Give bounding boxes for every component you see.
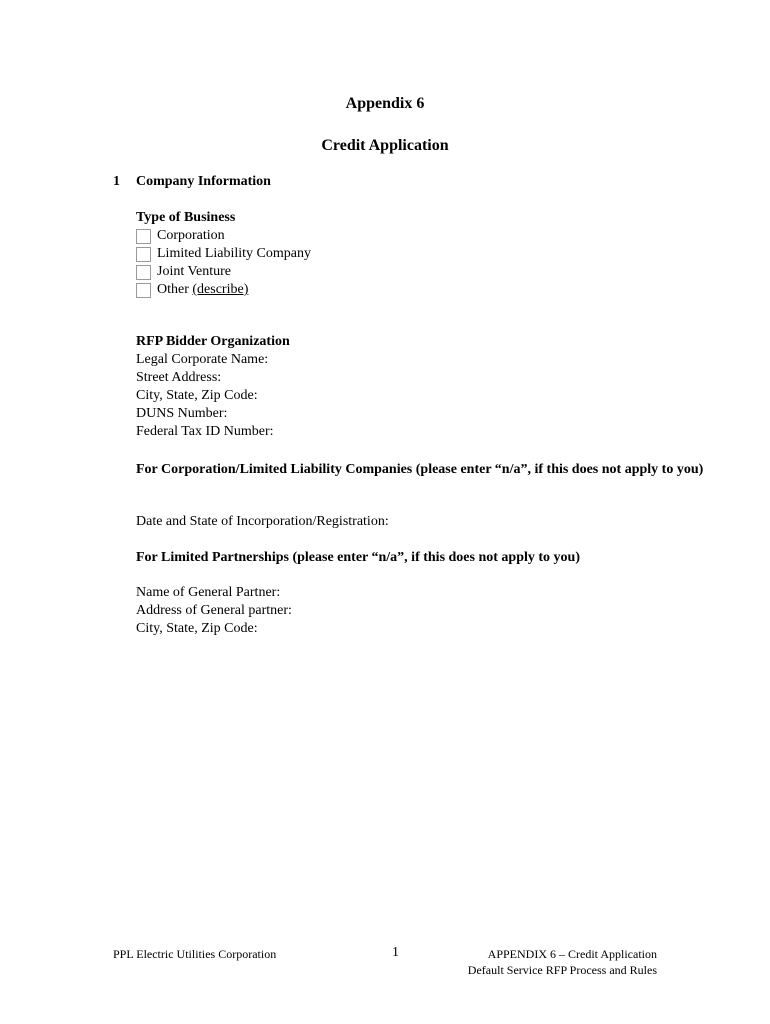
other-checkbox[interactable] xyxy=(136,283,151,298)
joint-venture-checkbox[interactable] xyxy=(136,265,151,280)
other-label: Other xyxy=(157,282,189,297)
general-partner-address-label: Address of General partner: xyxy=(136,603,292,618)
option-llc[interactable] xyxy=(136,245,311,263)
option-other[interactable] xyxy=(136,281,248,299)
corporation-checkbox[interactable] xyxy=(136,229,151,244)
street-address-label: Street Address: xyxy=(136,370,222,385)
footer-company: PPL Electric Utilities Corporation xyxy=(113,947,277,961)
page-title: Credit Application xyxy=(321,137,449,154)
incorporation-date-label: Date and State of Incorporation/Registration: xyxy=(136,514,389,529)
page-number: 1 xyxy=(392,945,399,960)
option-corporation[interactable] xyxy=(136,227,225,245)
bidder-heading: RFP Bidder Organization xyxy=(136,334,290,349)
general-partner-name-label: Name of General Partner: xyxy=(136,585,281,600)
footer-document-title: Default Service RFP Process and Rules xyxy=(467,963,657,977)
corporation-heading: For Corporation/Limited Liability Companies (please enter “n/a”, if this does not apply to you) xyxy=(136,462,704,477)
partner-city-state-zip-label: City, State, Zip Code: xyxy=(136,621,258,636)
legal-name-label: Legal Corporate Name: xyxy=(136,352,269,367)
appendix-heading: Appendix 6 xyxy=(345,95,425,112)
footer-appendix-title: APPENDIX 6 – Credit Application xyxy=(487,947,657,961)
option-label: Limited Liability Company xyxy=(157,246,311,261)
option-label xyxy=(157,282,248,298)
duns-number-label: DUNS Number: xyxy=(136,406,228,421)
city-state-zip-label: City, State, Zip Code: xyxy=(136,388,258,403)
llc-checkbox[interactable] xyxy=(136,247,151,262)
describe-link: (describe) xyxy=(192,282,249,297)
option-label: Joint Venture xyxy=(157,264,232,279)
section-number: 1 xyxy=(113,174,120,189)
tax-id-label: Federal Tax ID Number: xyxy=(136,424,274,439)
section-title: Company Information xyxy=(136,174,271,189)
partnership-heading: For Limited Partnerships (please enter “n/a”, if this does not apply to you) xyxy=(136,550,580,565)
option-joint-venture[interactable] xyxy=(136,263,231,281)
type-of-business-heading: Type of Business xyxy=(136,210,236,225)
option-label: Corporation xyxy=(157,228,225,243)
